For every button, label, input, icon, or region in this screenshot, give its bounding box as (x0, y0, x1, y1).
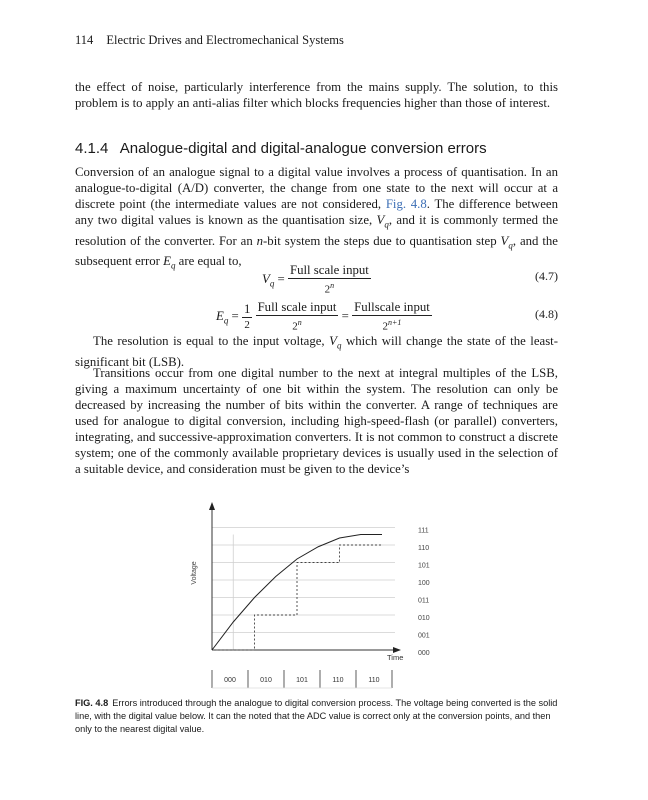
symbol-n: n (256, 233, 264, 248)
running-title: Electric Drives and Electromechanical Systems (106, 33, 344, 47)
running-header (75, 33, 344, 48)
equation-number-4-7: (4.7) (535, 269, 558, 283)
level-label-001: 001 (418, 632, 430, 640)
eq2-fraction-2 (352, 300, 432, 334)
eq2-den1 (256, 316, 339, 334)
eq2-den1-exp: n (297, 318, 302, 327)
equation-4-7: $V_q$ = $\frac{\text{Full scale input}}{2^n}$ (262, 263, 369, 296)
para1-text-2: . The difference between any two digital values is known as the quantisation size, (75, 197, 558, 227)
symbol-eq: $E_q$ (163, 254, 176, 271)
eq2-lhs: E (216, 308, 224, 323)
y-axis-arrow-icon (209, 502, 215, 510)
eq2-den1-base: 2 (292, 320, 298, 333)
digital-value-1: 010 (260, 677, 272, 684)
eq1-numerator: Full scale input (289, 263, 369, 277)
level-label-110: 110 (418, 545, 430, 552)
equation-4-8: $E_q$ = $\frac{1}{2}$ $\frac{\text{Full scale input}}{2^n}$ = $\frac{\text{Fullscale input}}{2^{n+1}}$ (216, 300, 430, 333)
level-labels (418, 528, 430, 658)
symbol-vq-2: $V_q$ (500, 233, 513, 251)
level-label-000: 000 (418, 650, 430, 657)
level-label-010: 010 (418, 615, 430, 622)
paragraph-transitions: Transitions occur from one digital number to the next at integral multiples of the LSB, giving a maximum uncertainty of one bit within the system. The resolution can only be decreased by increasing the number of bits within the converter. A range of techniques are used for analogue to digital conversion, including high-speed-flash (or parallel) converters, integrating, and successive-approximation converters. It is not common to construct a discrete system; one of the commonly available proprietary devices is usually used in the selection of a suitable device, and consideration must be given to the device’s (75, 366, 558, 476)
figure-reference-link[interactable]: Fig. 4.8 (385, 197, 427, 211)
digital-value-row (212, 670, 392, 688)
section-heading (75, 140, 487, 157)
section-number: 4.1.4 (75, 140, 109, 157)
adc-error-figure (190, 498, 470, 694)
figure-caption (75, 697, 558, 736)
eq2-coef-num: 1 (243, 301, 251, 316)
para2-text-1: The resolution is equal to the input voltage, (93, 334, 330, 348)
paragraph-top: the effect of noise, particularly interference from the mains supply. The solution, to this problem is to apply an anti-alias filter which blocks frequencies higher than those of interest. (75, 80, 558, 110)
eq1-den-base: 2 (324, 283, 331, 296)
eq2-fraction-1 (256, 300, 339, 334)
digital-value-2: 101 (296, 677, 308, 684)
caption-label: FIG. 4.8 (75, 698, 109, 708)
eq1-denominator (288, 279, 371, 297)
section-title: Analogue-digital and digital-analogue conversion errors (119, 140, 487, 157)
para2-text-2: which will change the state of the least-significant bit (LSB). (75, 334, 558, 369)
x-axis-label: Time (387, 653, 404, 662)
para1-text-1: Conversion of an analogue signal to a digital value involves a process of quantisation. In an analogue-to-digital (A/D) converter, the change from one state to the next will occur at a discrete point (the intermediate values are not considered, (75, 165, 558, 211)
eq1-den-exp: n (330, 281, 335, 290)
eq2-num2: Fullscale input (354, 300, 430, 314)
eq2-den2-base: 2 (382, 320, 388, 333)
eq2-den2-exp: n+1 (388, 318, 402, 327)
level-label-011: 011 (418, 597, 430, 605)
symbol-vq: $V_q$ (376, 213, 389, 230)
equation-number-4-8: (4.8) (535, 307, 558, 321)
paragraph-quantisation (75, 164, 558, 274)
caption-text: Errors introduced through the analogue to digital conversion process. The voltage being converted is the solid line, with the digital value below. It can the noted that the ADC value is correct only at the conversion points, and then only to the nearest digital value. (75, 698, 558, 734)
eq1-lhs-sub: q (269, 278, 275, 289)
digital-value-0: 000 (224, 677, 236, 684)
level-label-100: 100 (418, 580, 430, 587)
para1-text-6: are equal to, (175, 254, 242, 269)
para1-text-4: -bit system the steps due to quantisation step (263, 233, 501, 248)
figure-grid (212, 528, 395, 651)
level-label-101: 101 (418, 562, 430, 570)
para1-text-3: , and it is commonly termed the resolution of the converter. For an (75, 213, 558, 248)
eq2-den2 (352, 316, 432, 334)
eq2-lhs-sub: q (223, 315, 229, 326)
eq1-fraction (288, 263, 371, 297)
eq2-coef-den: 2 (244, 318, 250, 331)
eq2-coefficient (242, 302, 252, 332)
digital-value-3: 110 (332, 677, 344, 684)
level-label-111: 111 (418, 527, 429, 535)
y-axis-label: Voltage (191, 561, 198, 585)
digital-value-4: 110 (368, 677, 380, 684)
page-number: 114 (75, 33, 94, 47)
eq2-num1: Full scale input (257, 300, 337, 314)
symbol-vq-3: $V_q$ (329, 334, 342, 351)
para1-text-5: , and the subsequent error (75, 233, 558, 269)
eq1-lhs: V (262, 271, 270, 286)
